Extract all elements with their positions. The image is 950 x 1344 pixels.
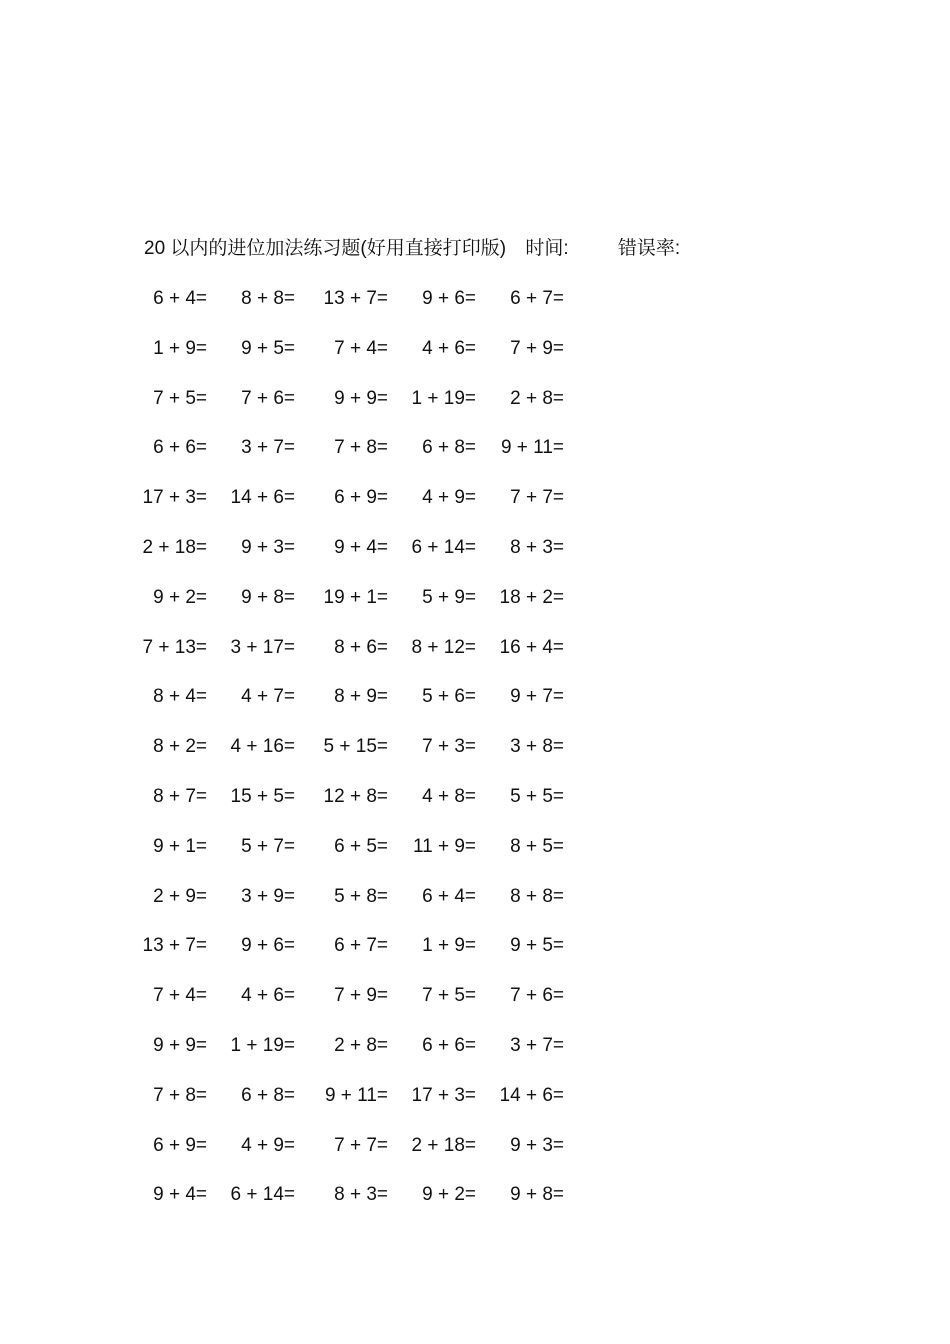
problem-item: 7 + 6= [241, 387, 295, 409]
problem-item: 8 + 8= [510, 885, 564, 907]
problem-item: 8 + 2= [153, 736, 207, 758]
problem-item: 1 + 9= [153, 337, 207, 359]
problem-item: 1 + 19= [411, 387, 476, 409]
problem-row [0, 635, 950, 661]
problem-item: 9 + 8= [241, 586, 295, 608]
problem-item: 8 + 6= [334, 636, 388, 658]
problem-row [0, 1182, 950, 1208]
problem-item: 13 + 7= [142, 935, 207, 957]
problem-item: 1 + 19= [230, 1035, 295, 1056]
problem-row [0, 286, 950, 312]
problem-item: 4 + 7= [241, 686, 295, 708]
problem-item: 9 + 5= [241, 337, 295, 359]
problem-item: 7 + 4= [153, 985, 207, 1007]
problem-item: 9 + 8= [510, 1184, 564, 1206]
problem-row [0, 983, 950, 1009]
problem-row [0, 435, 950, 461]
problem-item: 8 + 9= [334, 686, 388, 708]
problem-row [0, 485, 950, 511]
problem-item: 7 + 8= [334, 437, 388, 459]
problem-item: 2 + 8= [510, 387, 564, 409]
problem-item: 7 + 5= [422, 985, 476, 1007]
problem-item: 4 + 8= [422, 786, 476, 807]
problem-item: 1 + 9= [422, 935, 476, 957]
problem-item: 8 + 3= [334, 1184, 388, 1206]
problem-item: 9 + 9= [334, 387, 388, 409]
problem-item: 6 + 7= [510, 288, 564, 309]
problem-item: 2 + 9= [153, 885, 207, 907]
problem-item: 7 + 6= [510, 985, 564, 1007]
problem-row [0, 1133, 950, 1159]
problem-row [0, 1033, 950, 1059]
problem-item: 7 + 7= [334, 1134, 388, 1156]
problem-row [0, 585, 950, 611]
problem-item: 17 + 3= [411, 1084, 476, 1106]
problem-item: 16 + 4= [499, 636, 564, 658]
problem-item: 3 + 17= [230, 636, 295, 658]
problem-item: 8 + 3= [510, 537, 564, 558]
problem-item: 8 + 8= [241, 288, 295, 309]
problem-item: 6 + 6= [422, 1035, 476, 1056]
problem-item: 7 + 7= [510, 487, 564, 509]
problem-item: 6 + 8= [241, 1084, 295, 1106]
problem-item: 9 + 3= [510, 1134, 564, 1156]
problem-item: 6 + 14= [411, 537, 476, 558]
problem-item: 3 + 7= [510, 1035, 564, 1056]
worksheet-title: 20 以内的进位加法练习题(好用直接打印版) [144, 238, 507, 259]
problem-item: 9 + 3= [241, 537, 295, 558]
problem-item: 6 + 7= [334, 935, 388, 957]
problem-item: 6 + 8= [422, 437, 476, 459]
problem-item: 9 + 7= [510, 686, 564, 708]
problem-row [0, 884, 950, 910]
problem-item: 6 + 4= [422, 885, 476, 907]
problem-item: 3 + 9= [241, 885, 295, 907]
problem-item: 9 + 6= [422, 288, 476, 309]
problem-item: 4 + 6= [422, 337, 476, 359]
problem-item: 7 + 9= [334, 985, 388, 1007]
problem-item: 9 + 11= [500, 437, 564, 459]
problem-item: 9 + 5= [510, 935, 564, 957]
problem-item: 2 + 8= [334, 1035, 388, 1056]
problem-row [0, 734, 950, 760]
problem-item: 8 + 12= [411, 636, 476, 658]
problem-item: 13 + 7= [323, 288, 388, 309]
problem-item: 5 + 9= [422, 586, 476, 608]
problem-item: 7 + 13= [142, 636, 207, 658]
problem-item: 15 + 5= [230, 786, 295, 807]
problem-item: 14 + 6= [230, 487, 295, 509]
problem-item: 9 + 6= [241, 935, 295, 957]
problem-item: 5 + 15= [323, 736, 388, 758]
problem-item: 4 + 6= [241, 985, 295, 1007]
problem-item: 12 + 8= [323, 786, 388, 807]
problem-item: 3 + 8= [510, 736, 564, 758]
problem-item: 2 + 18= [411, 1134, 476, 1156]
problem-item: 9 + 2= [153, 586, 207, 608]
problem-item: 5 + 7= [241, 835, 295, 857]
problem-item: 4 + 9= [241, 1134, 295, 1156]
problem-item: 7 + 3= [422, 736, 476, 758]
problem-item: 7 + 4= [334, 337, 388, 359]
problem-item: 6 + 9= [153, 1134, 207, 1156]
problem-item: 4 + 9= [422, 487, 476, 509]
problem-item: 9 + 4= [153, 1184, 207, 1206]
problem-item: 5 + 6= [422, 686, 476, 708]
problem-item: 6 + 9= [334, 487, 388, 509]
problem-item: 19 + 1= [323, 586, 388, 608]
problem-item: 7 + 5= [153, 387, 207, 409]
problem-item: 3 + 7= [241, 437, 295, 459]
problem-item: 8 + 4= [153, 686, 207, 708]
problem-row [0, 336, 950, 362]
problem-item: 8 + 5= [510, 835, 564, 857]
problem-item: 6 + 14= [230, 1184, 295, 1206]
problem-row [0, 386, 950, 412]
problem-item: 6 + 4= [153, 288, 207, 309]
error-rate-label: 错误率: [617, 238, 681, 259]
problem-row [0, 933, 950, 959]
problem-item: 17 + 3= [142, 487, 207, 509]
problem-item: 11 + 9= [412, 835, 476, 857]
problem-item: 5 + 5= [510, 786, 564, 807]
problem-item: 8 + 7= [153, 786, 207, 807]
problem-item: 7 + 9= [510, 337, 564, 359]
problem-row [0, 834, 950, 860]
problem-row [0, 535, 950, 561]
problem-row [0, 684, 950, 710]
problem-item: 7 + 8= [153, 1084, 207, 1106]
problem-item: 18 + 2= [499, 586, 564, 608]
problem-item: 4 + 16= [230, 736, 295, 758]
problem-item: 9 + 9= [153, 1035, 207, 1056]
problem-item: 14 + 6= [499, 1084, 564, 1106]
problem-item: 6 + 6= [153, 437, 207, 459]
problem-row [0, 784, 950, 810]
problem-item: 9 + 1= [153, 835, 207, 857]
problem-item: 2 + 18= [142, 537, 207, 558]
problem-item: 5 + 8= [334, 885, 388, 907]
problem-row [0, 1083, 950, 1109]
problem-item: 9 + 4= [334, 537, 388, 558]
problem-item: 6 + 5= [334, 835, 388, 857]
time-label: 时间: [525, 238, 569, 259]
problem-item: 9 + 2= [422, 1184, 476, 1206]
problem-item: 9 + 11= [324, 1084, 388, 1106]
